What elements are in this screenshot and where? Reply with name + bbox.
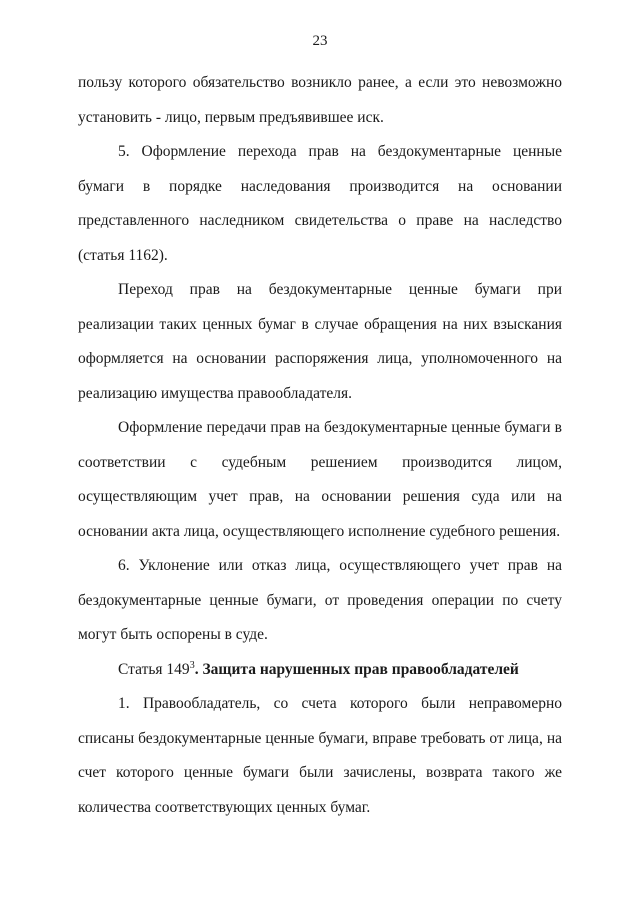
paragraph-item-6: 6. Уклонение или отказ лица, осуществляющего учет прав на бездокументарные ценные бумаги, от проведения операции по счету могут быть оспорены в суде. (78, 557, 562, 643)
paragraph-continuation: пользу которого обязательство возникло ранее, а если это невозможно установить - лицо, первым предъявившее иск. (78, 74, 562, 126)
paragraph-item-5: 5. Оформление перехода прав на бездокументарные ценные бумаги в порядке наследования производится на основании представленного наследником свидетельства о праве на наследство (статья 1162). (78, 143, 562, 264)
paragraph-transfer-by-court-decision: Оформление передачи прав на бездокументарные ценные бумаги в соответствии с судебным решением производится лицом, осуществляющим учет прав, на основании решения суда или на основании акта лица, осуществляющего исполнение судебного решения. (78, 419, 562, 540)
document-body (78, 66, 562, 825)
article-number: Статья 149 (118, 660, 190, 678)
article-title: Защита нарушенных прав правообладателей (202, 660, 519, 678)
article-paragraph-1: 1. Правообладатель, со счета которого были неправомерно списаны бездокументарные ценные бумаги, вправе требовать от лица, на счет которого ценные бумаги были зачислены, возврата такого же количества соответствующих ценных бумаг. (78, 695, 562, 816)
paragraph-transfer-on-enforcement: Переход прав на бездокументарные ценные бумаги при реализации таких ценных бумаг в случае обращения на них взыскания оформляется на основании распоряжения лица, уполномоченного на реализацию имущества правообладателя. (78, 281, 562, 402)
article-heading (78, 653, 562, 688)
page-number: 23 (312, 33, 328, 49)
article-number-superscript: 3 (189, 659, 195, 671)
article-separator: . (194, 660, 203, 678)
